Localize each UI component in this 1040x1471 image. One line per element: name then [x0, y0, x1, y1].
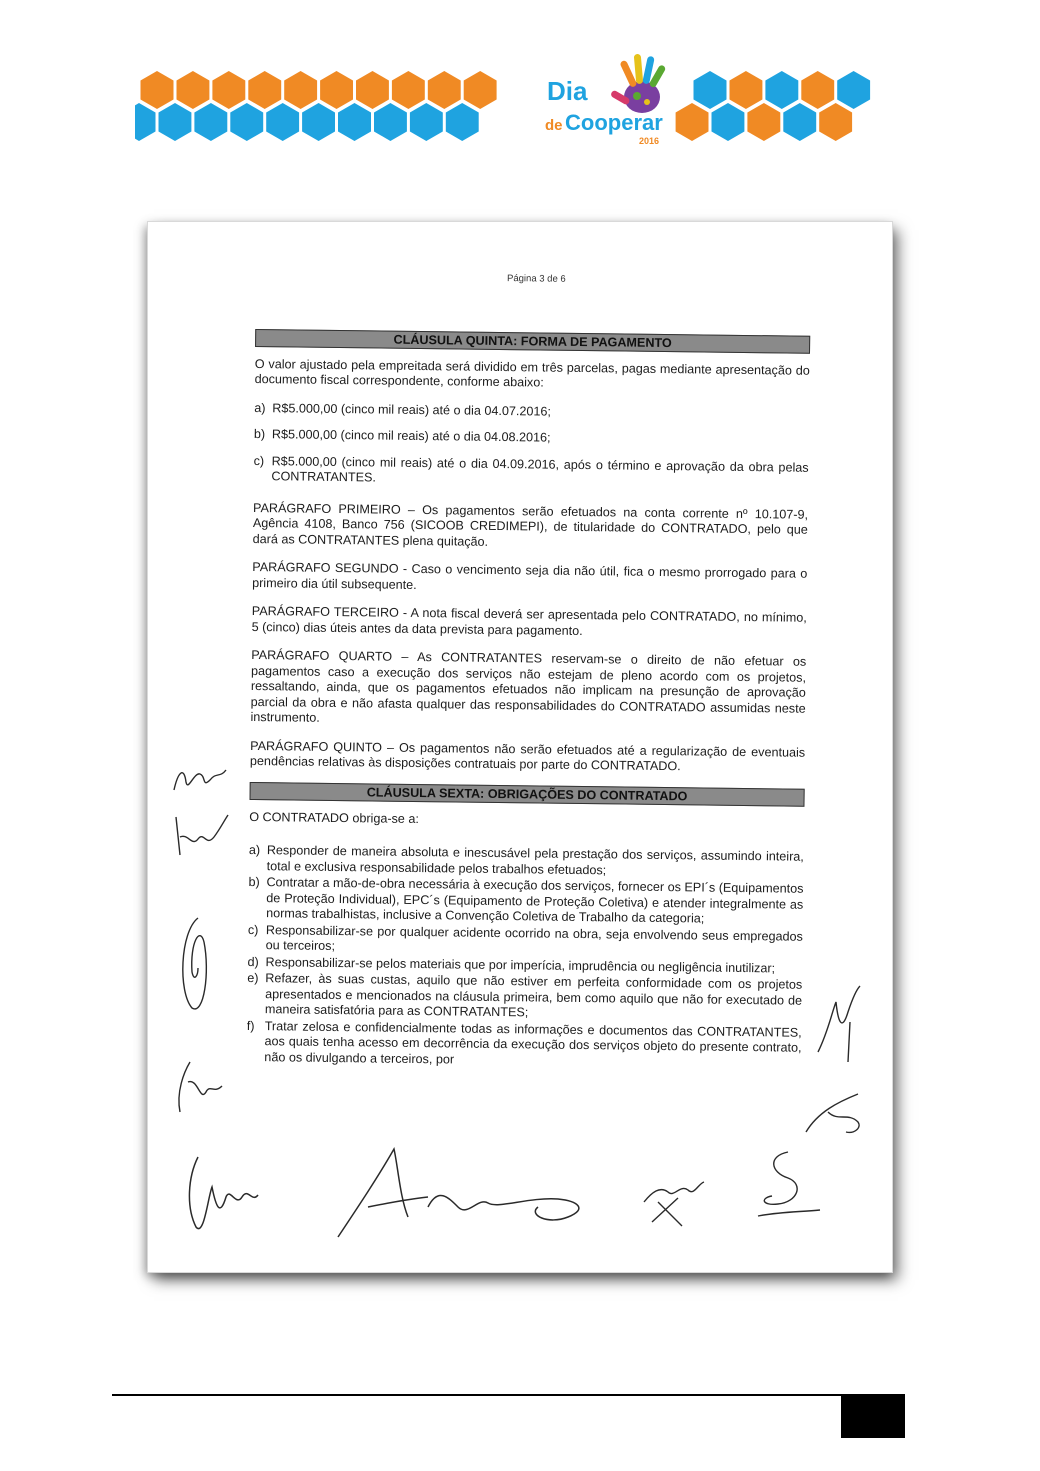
hexagon-shape [783, 103, 816, 141]
clause5-heading: CLÁUSULA QUINTA: FORMA DE PAGAMENTO [255, 328, 810, 353]
hexagon-shape [837, 71, 870, 109]
item-text: Responder de maneira absoluta e inescusável pela prestação dos serviços, assumindo inteira, total e exclusiva responsabilidade pelos trabalhos efetuados; [266, 843, 804, 877]
obligation-item [246, 1018, 802, 1071]
hexagon-shape [248, 71, 281, 109]
logo-word-cooperar: Cooperar [565, 110, 663, 135]
hexagon-shape [266, 103, 299, 141]
hexagon-shape [819, 103, 852, 141]
item-text: Tratar zelosa e confidencialmente todas as informações e documentos das CONTRATANTES, aos quais tenha acesso em decorrência da execução dos serviços objeto do presente contrato, não os divulgando a terceiros, por [264, 1018, 802, 1066]
payment-item [254, 400, 809, 422]
hexagon-shape [194, 103, 227, 141]
hexagon-shape [392, 71, 425, 109]
item-text: R$5.000,00 (cinco mil reais) até o dia 04.09.2016, após o término e aprovação da obra pelas CONTRATANTES. [271, 453, 809, 485]
obligation-item [248, 875, 804, 928]
hexagon-shape [428, 71, 461, 109]
hexagon-shape [747, 103, 780, 141]
clause6-intro: O CONTRATADO obriga-se a: [249, 809, 419, 826]
signature-bottom-2 [638, 1162, 708, 1232]
item-label: b) [253, 426, 266, 442]
hexagon-shape [446, 103, 479, 141]
logo-word-dia: Dia [547, 76, 588, 106]
header-banner [135, 50, 895, 150]
logo-word-de: de [545, 117, 563, 134]
payment-item [254, 427, 809, 449]
hexagon-pattern-right [676, 71, 871, 141]
hexagon-shape [356, 71, 389, 109]
item-label: f) [246, 1018, 255, 1033]
signature-left-4 [170, 1042, 230, 1122]
hexagon-shape [135, 103, 156, 141]
paragraph-quarto: PARÁGRAFO QUARTO – As CONTRATANTES reservam-se o direito de não efetuar os pagamentos caso a execução dos serviços não estejam de pleno acordo com os projetos, ressaltando, ainda, que os pagamentos efetuados não implicam na presunção de aprovação parcial da obra e não afasta qualquer das responsabilidades do CONTRATADO assumidas neste instrumento. [250, 647, 807, 725]
hexagon-shape [177, 71, 210, 109]
signature-bottom-1 [328, 1137, 618, 1247]
signature-left-5 [178, 1147, 268, 1237]
item-label: d) [247, 954, 259, 969]
item-text: Responsabilizar-se pelos materiais que por imperícia, imprudência ou negligência inutilizar; [265, 954, 776, 975]
paragraph-segundo: PARÁGRAFO SEGUNDO - Caso o vencimento seja dia não útil, fica o mesmo prorrogado para o primeiro dia útil subsequente. [252, 559, 808, 592]
item-label: a) [248, 842, 261, 858]
item-label: e) [247, 970, 259, 986]
hexagon-shape [676, 103, 709, 141]
hexagon-shape [730, 71, 763, 109]
signature-left-1 [166, 752, 236, 802]
hand-icon [610, 54, 667, 113]
signature-left-2 [166, 807, 236, 867]
item-text: Responsabilizar-se por qualquer acidente ocorrido na obra, seja envolvendo seus empregados ou terceiros; [265, 922, 803, 954]
footer-rule [112, 1394, 905, 1396]
payment-item [253, 453, 808, 491]
document-body [246, 268, 811, 1073]
item-label: a) [254, 400, 266, 415]
paragraph-quinto: PARÁGRAFO QUINTO – Os pagamentos não serão efetuados até a regularização de eventuais pendências relativas às disposições contratuais por parte do CONTRATADO. [249, 738, 806, 774]
logo [545, 54, 666, 146]
hexagon-shape [320, 71, 353, 109]
hexagon-shape [712, 103, 745, 141]
hexagon-shape [212, 71, 245, 109]
hexagon-shape [141, 71, 174, 109]
hexagon-shape [694, 71, 727, 109]
hexagon-shape [464, 71, 497, 109]
item-label: c) [253, 453, 265, 468]
hexagon-shape [338, 103, 371, 141]
hexagon-shape [159, 103, 192, 141]
signature-left-3 [168, 912, 218, 1022]
signature-right-1 [808, 982, 878, 1072]
hexagon-shape [410, 103, 443, 141]
page-number: Página 3 de 6 [506, 273, 566, 285]
item-text: R$5.000,00 (cinco mil reais) até o dia 04.07.2016; [272, 400, 551, 419]
hexagon-shape [801, 71, 834, 109]
signature-bottom-3 [748, 1142, 828, 1232]
hexagon-shape [284, 71, 317, 109]
footer-page-box [841, 1396, 905, 1438]
item-text: R$5.000,00 (cinco mil reais) até o dia 04.08.2016; [271, 427, 551, 445]
logo-year: 2016 [639, 136, 660, 146]
item-label: c) [247, 922, 259, 937]
clause5-intro: O valor ajustado pela empreitada será dividido em três parcelas, pagas mediante apresentação do documento fiscal correspondente, conforme abaixo: [254, 356, 810, 390]
obligation-item [247, 971, 803, 1024]
paragraph-terceiro: PARÁGRAFO TERCEIRO - A nota fiscal deverá ser apresentada pelo CONTRATADO, no mínimo, 5 (cinco) dias úteis antes da data prevista para pagamento. [251, 603, 807, 638]
item-label: b) [248, 874, 260, 890]
hexagon-shape [374, 103, 407, 141]
hexagon-shape [765, 71, 798, 109]
scanned-page [148, 222, 892, 1272]
hexagon-pattern-left [135, 71, 497, 141]
item-text: Refazer, às suas custas, aquilo que não estiver em perfeita conformidade com os projetos apresentados e mencionados na cláusula primeira, bem como aquilo que não for executado de maneira satisfatória para as CONTRATANTES; [264, 971, 803, 1020]
hexagon-shape [230, 103, 263, 141]
hexagon-shape [302, 103, 335, 141]
item-text: Contratar a mão-de-obra necessária à execução dos serviços, fornecer os EPI´s (Equipamentos de Proteção Individual), EPC´s (Equipamento de Proteção Coletiva) e atender integralmente as normas trabalhistas, inclusive a Convenção Coletiva de Trabalho da categoria; [266, 875, 804, 926]
clause6-heading: CLÁUSULA SEXTA: OBRIGAÇÕES DO CONTRATADO [250, 781, 805, 806]
paragraph-primeiro: PARÁGRAFO PRIMEIRO – Os pagamentos serão efetuados na conta corrente nº 10.107-9, Agência 4108, Banco 756 (SICOOB CREDIMEPI), de titularidade do CONTRATADO, pelo que dará as CONTRATANTES plena quitação. [252, 500, 809, 549]
